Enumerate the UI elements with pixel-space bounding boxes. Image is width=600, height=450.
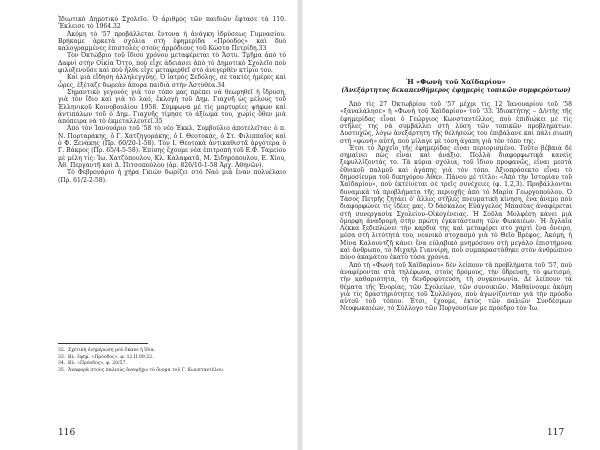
section-title: Ἡ «Φωνὴ τοῦ Χαϊδαρίου» (406, 78, 506, 86)
footnote (58, 348, 286, 355)
footnote-number: 35. (58, 367, 66, 373)
paragraph: Ἀπὸ τὸν Ἰανουάριο τοῦ '58 τὸ νέο Ἐκκλ. Συμβούλιο ἀποτελεῖται: ὁ π. Ν. Πορταράκης, ὁ Γ. Χατζηγοράκης, ὁ Ι. Θεοτοκάς, ὁ Στ. Φιλιππαῖος καὶ ὁ Φ. Ξενάκης (Πρ. 60/20-1-58). Τὸν Ι. Θεοτοκὰ ἀντικαθιστᾶ ἀργότερα ὁ Γ. Βάκρος (Πρ. 65/4-5-58). Ἐπίσης ἔχουμε νέα ἐπιτροπὴ τοῦ Ε.Φ. Ταμείου μὲ μέλη τίς: Ἰω. Χατζόπουλου, Κλ. Καλαφατᾶ, Μ. Σιδηρόπουλου, Ε. Χίου, Ἀθ. Περγαντῆ καὶ Δ. Πιτσοπούλου (ἀρ. 826/10-1-58 Ἀρχ. Ἀθηνῶν). (58, 125, 286, 169)
left-page (0, 0, 297, 450)
paragraph: Τὸ Φεβρουάριο ἡ χήρα Γκιών δωρίζει στὸ Ναὸ μιὰ ἔναν πολυέλαιο (Πρ. 61/2-2-58). (58, 169, 286, 184)
page-number-right: 117 (547, 428, 565, 438)
footnote-number: 32. (58, 348, 66, 353)
paragraph: Καὶ μιὰ εἴδηση ἀλληλεγγύης. Ὁ ἰατρὸς Σεδόλης, σὲ τακτὲς ἡμέρες καὶ ὧρες, ἐξέταζε δωρεὰν ἄπορα παιδιὰ στὴν Ἀστυθέα.34 (58, 74, 286, 89)
footnote-text: Βλ. ἐφημ. «Πρόοδος», φ. 12.II.09.22. (68, 354, 154, 360)
paragraph: Ἀπὸ τὶς 27 Ὀκτωβρίου τοῦ '57 μέχρι τὶς 12 Ἰανουαρίου τοῦ '58 «ξαναλάλησε» ἡ «Φωνὴ τοῦ Χαϊδαρίου» τοῦ '33. Ἰδιοκτήτης – Δ/ντὴς τῆς ἐφημερίδας εἶναι ὁ Γεώργιος Κωνσταντέλλος, ποὺ ἐπιδιώκει μὲ τὶς στῆλες της νὰ συμβάλλει στὴ λύση τῶν τοπικῶν προβλημάτων. Δυστυχῶς, λόγω ἀνεξάρτητη τῆς θελήσεώς του ἐπιβάλανε καὶ πάλι σιωπὴ στὴ «φωνὴ» αὐτή, ποὺ μίλαγε μὲ τόση ἀγάπη γιὰ τὸν τόπο της. (340, 101, 572, 145)
paragraph: Ἐτσι τὸ Ἀρχεῖο τῆς ἐφημερίδας εἶναι περιορισμένο. Τοῦτο βέβαια δὲ σημαίνει πὼς εἶναι καὶ ἀνάξιο. Πολλὰ διαφορφωτικὰ κανεὶς ξεφυλλίζοντάς το. Τὰ κύρια σχόλια, τοῦ ἴδιου προφανῶς, εἶναι μεστὰ ἐθνικοῦ παλμοῦ καὶ ἀγάπης γιὰ τὸν τόπο. Ἀξιοπρόσεκτο εἶναι τὸ δημοσίευμα τοῦ δικηγόρου Ἀθαν. Πάνου μὲ τίτλο: «Ἀπὸ τὴν Ἱστορίαν τοῦ Χαϊδαρίου», ποὺ ἐκτείνεται σὲ τρεῖς συνέχειες (φ. 1,2,3). Προβάλλονται δυναμικὰ τὰ προβλήματα τῆς περιοχῆς ἀπὸ τὸ Μαρία Γεωργοπούλου. Ὁ Τάσος Πετρῆς ζητάει ὁ' ἄλλες στῆλες πνευματικὴ κίνηση, ἐνα ἄνεμο ποὺ διαφορφώνει τὶς ἰδέες μας. Ὁ δάσκαλος Εὐάγγελος Μπασέας ἀναφέρεται στὴ συνεργασία Σχολείου–Οἰκογένειας. Ἡ Σοῦλα Μολφέση κάνει μιὰ ὄμορφη ἀναδρομὴ στὴν πρώτη ἐγκατάσταση τῶν Φωκαιέων. Ἡ Ἀγλαΐα Λέκκα ξεδιπλώνει τὴν καρδιά της καὶ μεταφέρει στὸ χαρτὶ ἕνα ὄνειρο, μέσα στὴ λιτότητά του, νεανικὸ στοχασμὸ γιὰ τὸ Θεῖο Βρέφος. Ἀκόμη, ἡ Μίνα Καλουντζῆ κάνει ἕνα εὐλαβικὸ μνημόσυνο στὴ μεγάλο ἐπιστήμονα καὶ ἄνθρωπο, τὸ Μιχαὴλ Γιαννίρη, ποὺ συμπαραστάθηκε στὸν ἀνθρώπινο πόνο ἀκαμάτου ἑκατὸ τόσα χρόνια. (340, 144, 572, 262)
footnote (58, 361, 286, 368)
paragraph: Ἰδιωτικὸ Δημοτικὸ Σχολεῖο. Ὁ ἀριθμὸς τῶν παιδιῶν ἔφτασε τὰ 110. Ἔκλεισε τὸ 1964.32 (58, 16, 286, 31)
footnote-text: Βλ. «Πρόοδος», φ. 20/57. (68, 361, 127, 367)
section-subtitle: (Ἀνεξάρτητος δεκαπενθήμερος ἐφημερὶς τοπικῶν συμφερόντων) (341, 86, 571, 94)
footnote-number: 34. (58, 361, 66, 367)
footnote-text: Ἀναφορὰ στοὺς παλιοὺς ἀναψήχω τὸ ὄνομα τοῦ Γ. Κωνσταντέλου. (68, 367, 225, 373)
paragraph: Τὸν Ὀκτώβριο τοῦ ἴδιου χρόνου μεταφέρεται τὸ Ἄστυ. Τμῆμα ἀπὸ τὸ Δαφνὶ στὴν Οἰκία Ὄττο, ποὺ εἶχε ἀδειάσει ἀπὸ τὸ Δημοτικὸ Σχολεῖο ποὺ φιλοξενοῦσε καὶ ποὺ ἦλθε εἶχε μεταφερθεῖ στὸ ἀνεγερθὲν κτίριο του. (58, 52, 286, 75)
footnote-divider (58, 343, 148, 344)
paragraph: Σημαντικὸ γεγονὸς γιὰ τὸν τόπο μας πρέπει νὰ θεωρηθεῖ ἡ ἵδρυση, γιὰ τὸν ἴδιο καὶ γιὰ τὸ λαό, ἔκλογὴ τοῦ Δημ. Γιαχνῆ ὡς μέλους τοῦ Ἑλληνικοῦ Κοινοβουλίου 1958. Σύμφωνα μὲ τὶς μαρτυρίες ψήφων καὶ ἀντιπάλων τοῦ ὁ Δημ. Γιαχνῆς τίμησε τὸ ἀξίωμά του, χωρὶς ὅθεν μιὰ ἀπόπειρα νὰ τὸ ἐκμεταλλευτεῖ.35 (58, 88, 286, 126)
paragraph: Ἀκόμη τὸ '57 προβάλλεται ἔντονα ἡ ἀνάγκη ἱδρύσεως Γυμνασίου. Βρήκαμε ἀρκετὰ σχόλια στὴ ἐφημερίδα «Πρόοδος» καὶ δυὸ καλογραμμένες ἐπιστολὲς στοὺς ἁρμόδιους τοῦ Κώστα Πετρίδη.33 (58, 30, 286, 53)
paragraph: Ἀπὸ τὴ «Φωνὴ τοῦ Χαϊδαρίου» δὲν λείπουν τὰ προβλήματα τοῦ '57, ποὺ ἀναφέρονται στὰ τηλέφωνα, στοὺς δρόμους, τὴν ὕδρευση, τὸ φωτισμό, τὴν καθαριότητα, τὴ δενδροφύτευση, τὴ συγκοινωνία. Δὲ λείπουν τὰ θέματα τῆς Ἐνορίας, τῶν Σχολείων, τῶν συνοικιῶν. Μαθαίνουμε ἀκόμη γιὰ τὶς δραστηριότητες τοῦ Συλλόγου, ποὺ ἀγωνίζονταν γιὰ τὴν πρόοδο αὐτοῦ τοῦ τόπου. Ἐτσι, ἔχουμε, ἐκτὸς τῶν παλιῶν Συνδέσμων Νεοφωκαιέων, τὸ Σύλλογο τῶν Πυργουσίων με πρόεδρο τὸν Ἰω. (340, 261, 572, 313)
footnote-text: Σχετικὴ ἐνημέρωση μοῦ ἔκανε ἡ ἴδια. (68, 348, 156, 353)
footnote (58, 368, 286, 375)
footnotes (58, 348, 286, 374)
right-page (303, 0, 600, 450)
footnote-number: 33. (58, 354, 66, 360)
left-page-body (58, 16, 286, 184)
page-number-left: 116 (58, 428, 76, 438)
right-page-body (340, 78, 572, 313)
